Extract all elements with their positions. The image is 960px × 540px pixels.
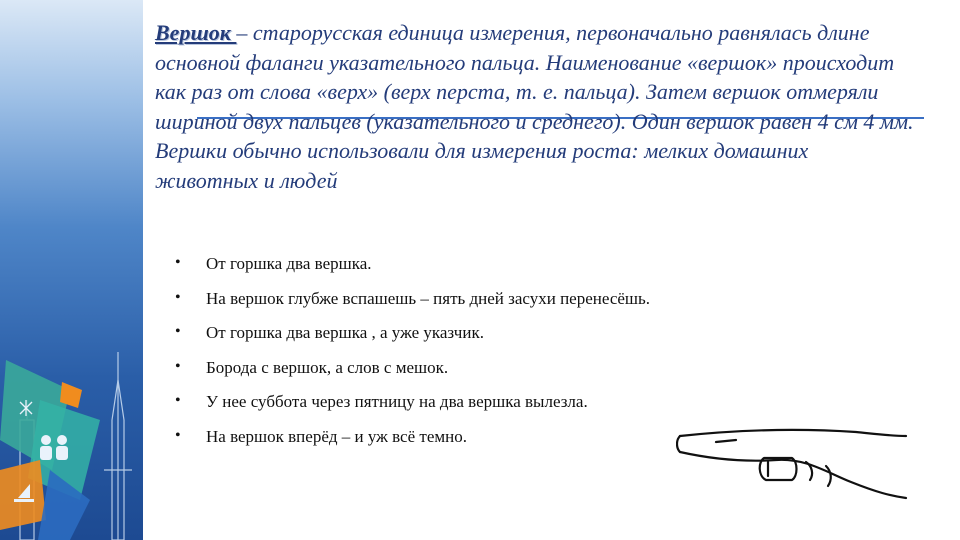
list-item	[175, 392, 650, 427]
bullet-icon: •	[175, 288, 181, 306]
list-item-text: От горшка два вершка , а уже указчик.	[206, 323, 484, 343]
bullet-icon: •	[175, 357, 181, 375]
list-item-text: Борода с вершок, а слов с мешок.	[206, 357, 449, 377]
intro-term: Вершок	[155, 20, 237, 45]
list-item-text: У нее суббота через пятницу на два вершка вылезла.	[206, 392, 588, 412]
list-item	[175, 254, 650, 289]
bullet-icon: •	[175, 392, 181, 410]
list-item	[175, 289, 650, 324]
list-item-text: От горшка два вершка.	[206, 254, 372, 273]
list-item-text: На вершок глубже вспашешь – пять дней засухи перенесёшь.	[206, 288, 651, 308]
intro-paragraph	[155, 18, 915, 195]
sidebar-art	[0, 0, 143, 540]
bullet-icon: •	[175, 426, 181, 444]
bullet-icon: •	[175, 323, 181, 341]
proverb-list	[175, 254, 650, 462]
list-item	[175, 358, 650, 393]
list-item	[175, 427, 650, 462]
decorative-sidebar	[0, 0, 143, 540]
finger-drawing	[676, 422, 908, 518]
list-item	[175, 323, 650, 358]
list-item-text: На вершок вперёд – и уж всё темно.	[206, 426, 467, 446]
intro-text: – старорусская единица измерения, первоначально равнялась длине основной фаланги указательного пальца. Наименование «вершок» происходит как раз от слова «верх» (верх перста, т. е. пальца). Затем вершок отмеряли шириной двух пальцев (указательного и среднего). Один вершок равен 4 см 4 мм. Вершки обычно использовали для измерения роста: мелких домашних животных и людей	[155, 20, 914, 193]
bullet-icon: •	[175, 254, 181, 271]
